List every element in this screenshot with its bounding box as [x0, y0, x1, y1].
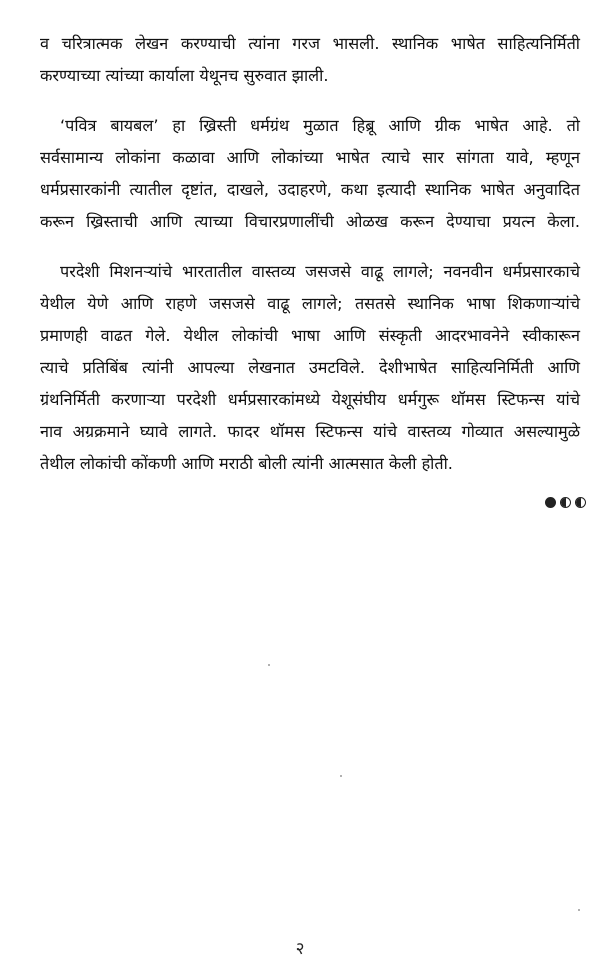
text-line: धर्मप्रसारकांनी त्यातील दृष्टांत, दाखले, उदाहरणे, कथा इत्यादी स्थानिक भाषेत अनुवादित	[40, 180, 580, 199]
text-line: ग्रंथनिर्मिती करणाऱ्या परदेशी धर्मप्रसारकांमध्ये येशूसंघीय धर्मगुरू थॉमस स्टिफन्स यांचे	[40, 390, 580, 409]
scan-speck	[578, 909, 580, 911]
ornament-dot	[575, 497, 586, 508]
section-end-ornament	[545, 497, 586, 508]
text-line: नाव अग्रक्रमाने घ्यावे लागते. फादर थॉमस स्टिफन्स यांचे वास्तव्य गोव्यात असल्यामुळे	[40, 422, 580, 441]
text-line: करून ख्रिस्ताची आणि त्याच्या विचारप्रणालींची ओळख करून देण्याचा प्रयत्न केला.	[40, 212, 580, 231]
paragraph-3	[40, 256, 580, 480]
ornament-dot	[560, 497, 571, 508]
text-line: तेथील लोकांची कोंकणी आणि मराठी बोली त्यांनी आत्मसात केली होती.	[40, 454, 453, 473]
page-number: २	[295, 939, 305, 959]
text-line: सर्वसामान्य लोकांना कळावा आणि लोकांच्या भाषेत त्याचे सार सांगता यावे, म्हणून	[40, 148, 580, 167]
text-line: येथील येणे आणि राहणे जसजसे वाढू लागले; तसतसे स्थानिक भाषा शिकणाऱ्यांचे	[40, 294, 580, 313]
paragraph-2	[40, 110, 580, 238]
text-line: परदेशी मिशनऱ्यांचे भारतातील वास्तव्य जसजसे वाढू लागले; नवनवीन धर्मप्रसारकाचे	[60, 262, 580, 281]
text-line: प्रमाणही वाढत गेले. येथील लोकांची भाषा आणि संस्कृती आदरभावनेने स्वीकारून	[40, 326, 580, 345]
ornament-dot	[545, 497, 556, 508]
text-line: व चरित्रात्मक लेखन करण्याची त्यांना गरज भासली. स्थानिक भाषेत साहित्यनिर्मिती	[40, 34, 580, 53]
body-text	[40, 28, 580, 480]
text-line: ‘पवित्र बायबल’ हा ख्रिस्ती धर्मग्रंथ मुळात हिब्रू आणि ग्रीक भाषेत आहे. तो	[60, 116, 580, 135]
scan-speck	[340, 775, 342, 777]
text-line: करण्याच्या त्यांच्या कार्याला येथूनच सुरुवात झाली.	[40, 66, 329, 85]
scan-speck	[268, 664, 270, 666]
paragraph-1	[40, 28, 580, 92]
text-line: त्याचे प्रतिबिंब त्यांनी आपल्या लेखनात उमटविले. देशीभाषेत साहित्यनिर्मिती आणि	[40, 358, 580, 377]
